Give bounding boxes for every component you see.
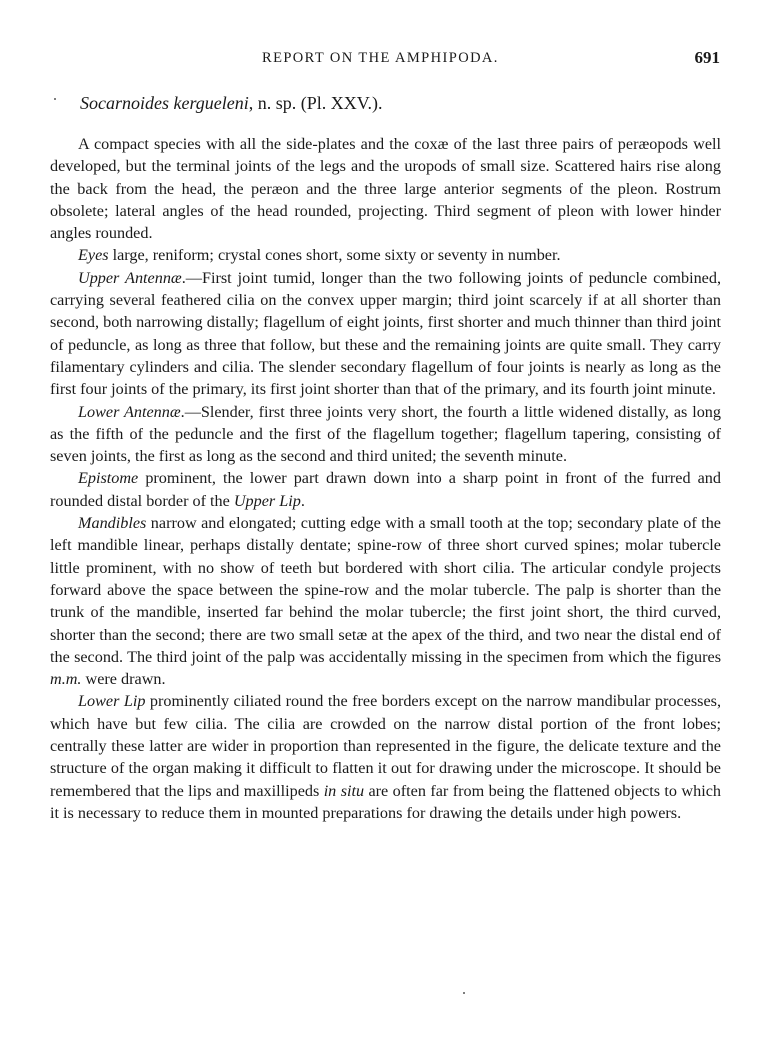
term-upper-antennae: Upper Antennæ (78, 268, 182, 287)
epistome-text: prominent, the lower part drawn down into a sharp point in front of the furred and rounded distal border of the (50, 469, 721, 510)
term-mandibles: Mandibles (78, 514, 147, 533)
term-epistome: Epistome (78, 469, 139, 488)
paragraph-intro: A compact species with all the side-plates and the coxæ of the last three pairs of peræopods well developed, but the terminal joints of the legs and the uropods of small size. Scattered hairs rise along the back from the head, the peræon and the three large anterior segments of the pleon. Rostrum obsolete; lateral angles of the head rounded, projecting. Third segment of pleon with lower hinder angles rounded. (50, 135, 721, 243)
mandibles-text-end: were drawn. (81, 670, 166, 689)
page-number: 691 (694, 48, 720, 67)
epistome-text-end: . (300, 491, 305, 510)
species-heading-rest: , n. sp. (Pl. XXV.). (248, 93, 383, 113)
figure-reference: m.m. (50, 670, 82, 689)
running-title: REPORT ON THE AMPHIPODA. (262, 50, 499, 66)
paragraph-mandibles (50, 512, 721, 690)
speck-mark (463, 992, 465, 994)
paragraph-lower-lip (50, 690, 721, 824)
species-name: Socarnoides kergueleni (80, 93, 249, 113)
species-heading (80, 91, 382, 115)
lower-lip-text: prominently ciliated round the free borders except on the narrow mandibular processes, which have but few cilia. The cilia are crowded on the narrow distal portion of the front lobes; centrally these latter are wider in proportion than represented in the figure, the delicate texture and the structure of the organ making it difficult to flatten it out for drawing under the microscope. It should be remembered that the lips and maxillipeds (50, 692, 721, 800)
eyes-text: large, reniform; crystal cones short, some sixty or seventy in number. (108, 246, 561, 265)
lower-antennae-text: .—Slender, first three joints very short, the fourth a little widened distally, as long as the fifth of the peduncle and the first of the flagellum together; flagellum tapering, consisting of seven joints, the first as long as the second and third united; the seventh minute. (50, 402, 721, 466)
paragraph-eyes (50, 244, 721, 266)
upper-antennae-text: .—First joint tumid, longer than the two following joints of peduncle combined, carrying several feathered cilia on the convex upper margin; third joint scarcely if at all shorter than second, both narrowing distally; flagellum of eight joints, first shorter and much thinner than third joint of peduncle, as long as three that follow, but these and the remaining joints are quite small. They carry filamentary cylinders and cilia. The slender secondary flagellum of four joints is nearly as long as the first four joints of the primary, its first joint shorter than that of the primary, and its fourth joint minute. (50, 268, 722, 399)
term-lower-antennae: Lower Antennæ (78, 402, 181, 421)
description-body (50, 133, 721, 824)
speck-mark (54, 98, 56, 100)
mandibles-text: narrow and elongated; cutting edge with a small tooth at the top; secondary plate of the left mandible linear, perhaps distally dentate; spine-row of three short curved spines; molar tubercle little prominent, with no show of teeth but bordered with short cilia. The articular condyle projects forward above the space between the spine-row and the molar tubercle. The palp is shorter than the trunk of the mandible, inserted far behind the molar tubercle; the first joint short, the third curved, shorter than the second; there are two small setæ at the apex of the third, and two near the distal end of the second. The third joint of the palp was accidentally missing in the specimen from which the figures (50, 514, 721, 666)
running-header (0, 46, 776, 70)
in-situ-phrase: in situ (323, 781, 365, 800)
lower-lip-text-end: are often far from being the flattened objects to which it is necessary to reduce them in mounted preparations for drawing the details under high powers. (50, 781, 721, 822)
paragraph-lower-antennae (50, 401, 721, 468)
paragraph-upper-antennae (50, 267, 721, 401)
term-eyes: Eyes (78, 246, 109, 265)
term-lower-lip: Lower Lip (78, 692, 146, 711)
paragraph-epistome (50, 467, 721, 512)
term-upper-lip: Upper Lip (233, 491, 301, 510)
